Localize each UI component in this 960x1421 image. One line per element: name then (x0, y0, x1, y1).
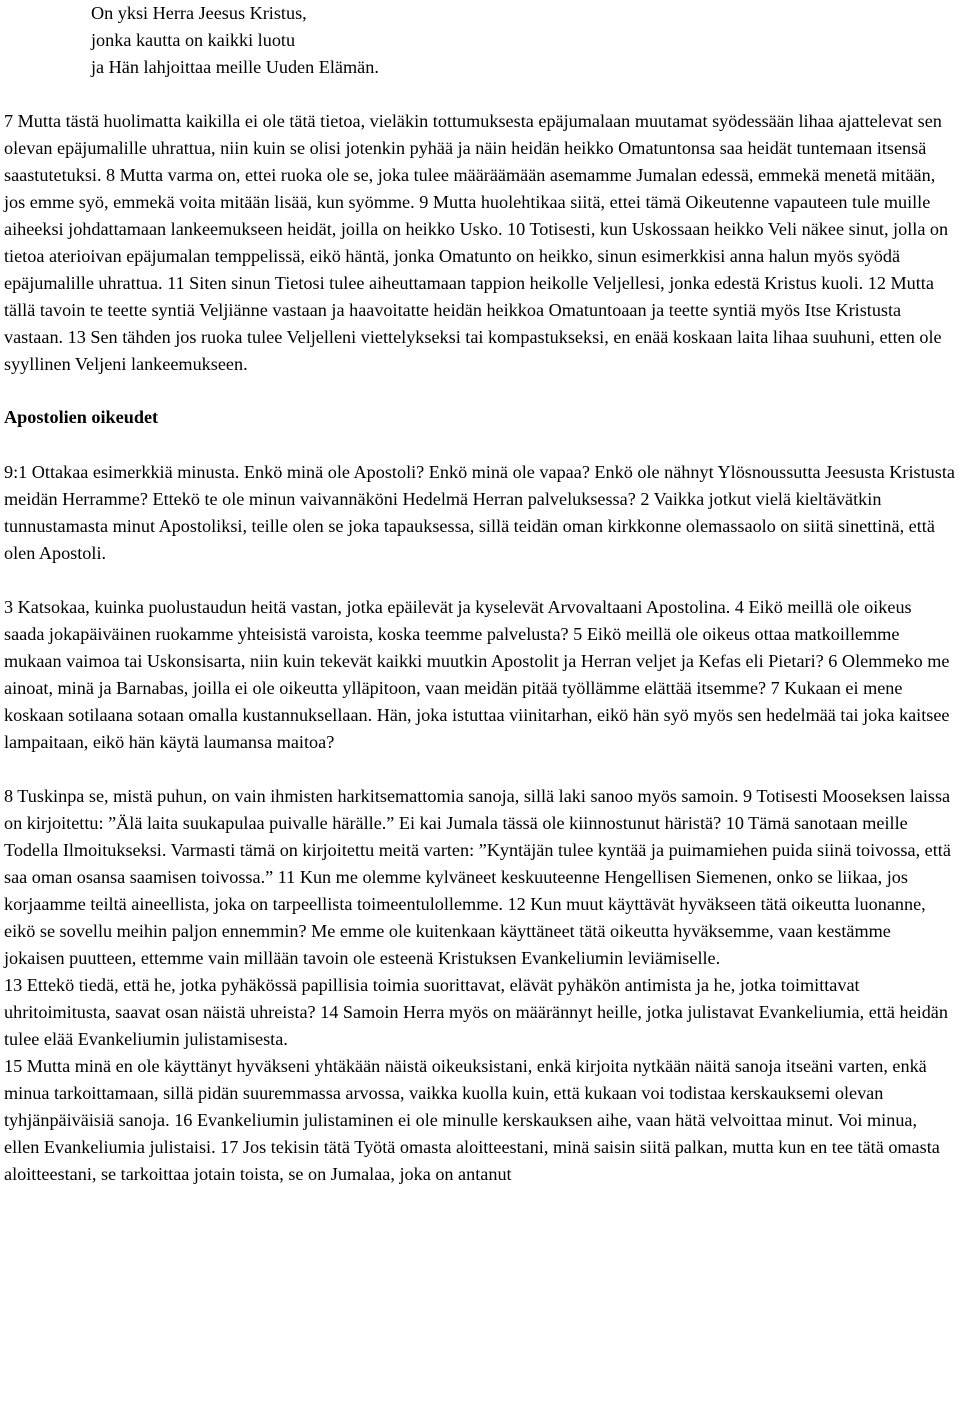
paragraph-9-1: 9:1 Ottakaa esimerkkiä minusta. Enkö minä ole Apostoli? Enkö minä ole vapaa? Enkö ole nähnyt Ylösnoussutta Jeesusta Kristusta meidän Herramme? Ettekö te ole minun vaivannäköni Hedelmä Herran palveluksessa? 2 Vaikka jotkut vielä kieltävätkin tunnustamasta minut Apostoliksi, teille olen se joka tapauksessa, sillä teidän oman kirkkonne olemassaolo on siitä sinettinä, että olen Apostoli. (4, 462, 955, 563)
poem-line: On yksi Herra Jeesus Kristus, (91, 3, 307, 23)
paragraph-9-3: 3 Katsokaa, kuinka puolustaudun heitä vastan, jotka epäilevät ja kyselevät Arvovaltaani Apostolina. 4 Eikö meillä ole oikeus saada jokapäiväinen ruokamme yhteisistä varoista, koska teemme palvelusta? 5 Eikö meillä ole oikeus ottaa matkoillemme mukaan vaimoa tai Uskonsisarta, niin kuin tekevät kaikki muutkin Apostolit ja Herran veljet ja Kefas eli Pietari? 6 Olemmeko me ainoat, minä ja Barnabas, joilla ei ole oikeutta ylläpitoon, vaan meidän pitää työllämme elättää itsemme? 7 Kukaan ei mene koskaan sotilaana sotaan omalla kustannuksellaan. Hän, joka istuttaa viinitarhan, eikö hän syö myös sen hedelmää tai joka kaitsee lampaitaan, eikö hän käytä laumansa maitoa? (4, 597, 950, 752)
paragraph-9-13: 13 Ettekö tiedä, että he, jotka pyhäkössä papillisia toimia suorittavat, elävät pyhäkön antimista ja he, jotka toimittavat uhritoimitusta, saavat osan näistä uhreista? 14 Samoin Herra myös on määrännyt heille, jotka julistavat Evankeliumia, että heidän tulee elää Evankeliumin julistamisesta. (4, 975, 948, 1049)
poem-block (91, 0, 956, 81)
paragraph-9-15: 15 Mutta minä en ole käyttänyt hyväkseni yhtäkään näistä oikeuksistani, enkä kirjoita nytkään näitä sanoja itseäni varten, enkä minua tarkoittamaan, sillä pidän suuremmassa arvossa, vaikka kuolla kuin, että kukaan voi todistaa kerskauksemi olevan tyhjänpäiväisiä sanoja. 16 Evankeliumin julistaminen ei ole minulle kerskauksen aihe, vaan hätä velvoittaa minut. Voi minua, ellen Evankeliumia julistaisi. 17 Jos tekisin tätä Työtä omasta aloitteestani, minä saisin siitä palkan, mutta kun en tee tätä omasta aloitteestani, se tarkoittaa jotain toista, se on Jumalaa, joka on antanut (4, 1056, 940, 1184)
paragraph-9-8: 8 Tuskinpa se, mistä puhun, on vain ihmisten harkitsemattomia sanoja, sillä laki sanoo myös samoin. 9 Totisesti Mooseksen laissa on kirjoitettu: ”Älä laita suukapulaa puivalle härälle.” Ei kai Jumala tässä ole kiinnostunut häristä? 10 Tämä sanotaan meille Todella Ilmoitukseksi. Varmasti tämä on kirjoitettu meitä varten: ”Kyntäjän tulee kyntää ja puimamiehen puida siinä toivossa, että saa oman osansa saamisen toivossa.” 11 Kun me olemme kylväneet keskuuteenne Hengellisen Siemenen, onko se liikaa, jos korjaamme teiltä aineellista, joka on tarpeellista toimeentulollemme. 12 Kun muut käyttävät hyväkseen tätä oikeutta luonanne, eikö se sovellu meihin paljon ennemmin? Me emme ole kuitenkaan käyttäneet tätä oikeutta hyväksemme, vaan kestämme jokaisen puutteen, ettemme vain millään tavoin ole esteenä Kristuksen Evankeliumin leviämiselle. (4, 786, 951, 968)
poem-line: jonka kautta on kaikki luotu (91, 30, 296, 50)
poem-line: ja Hän lahjoittaa meille Uuden Elämän. (91, 57, 379, 77)
section-heading: Apostolien oikeudet (4, 407, 159, 427)
document-page (4, 0, 956, 1188)
paragraph-chapter8: 7 Mutta tästä huolimatta kaikilla ei ole tätä tietoa, vieläkin tottumuksesta epäjumalaan muutamat syödessään lihaa ajattelevat sen olevan epäjumalille uhrattua, niin kuin se olisi jotenkin pyhää ja näin heidän heikko Omatuntonsa saa heidät tuntemaan itsensä saastutetuksi. 8 Mutta varma on, ettei ruoka ole se, joka tulee määräämään asemamme Jumalan edessä, emmekä menetä mitään, jos emme syö, emmekä voita mitään lisää, kun syömme. 9 Mutta huolehtikaa siitä, ettei tämä Oikeutenne vapauteen tule muille aiheeksi johdattamaan lankeemukseen heidät, joilla on heikko Usko. 10 Totisesti, kun Uskossaan heikko Veli näkee sinut, jolla on tietoa aterioivan epäjumalan temppelissä, eikö häntä, jonka Omatunto on heikko, sinun esimerkkisi anna halun myös syödä epäjumalille uhrattua. 11 Siten sinun Tietosi tulee aiheuttamaan tappion heikolle Veljellesi, jonka edestä Kristus kuoli. 12 Mutta tällä tavoin te teette syntiä Veljiänne vastaan ja haavoitatte heidän heikkoa Omatuntoaan ja teette syntiä myös Itse Kristusta vastaan. 13 Sen tähden jos ruoka tulee Veljelleni viettelykseksi tai kompastukseksi, en enää koskaan laita lihaa suuhuni, etten ole syyllinen Veljeni lankeemukseen. (4, 111, 949, 374)
